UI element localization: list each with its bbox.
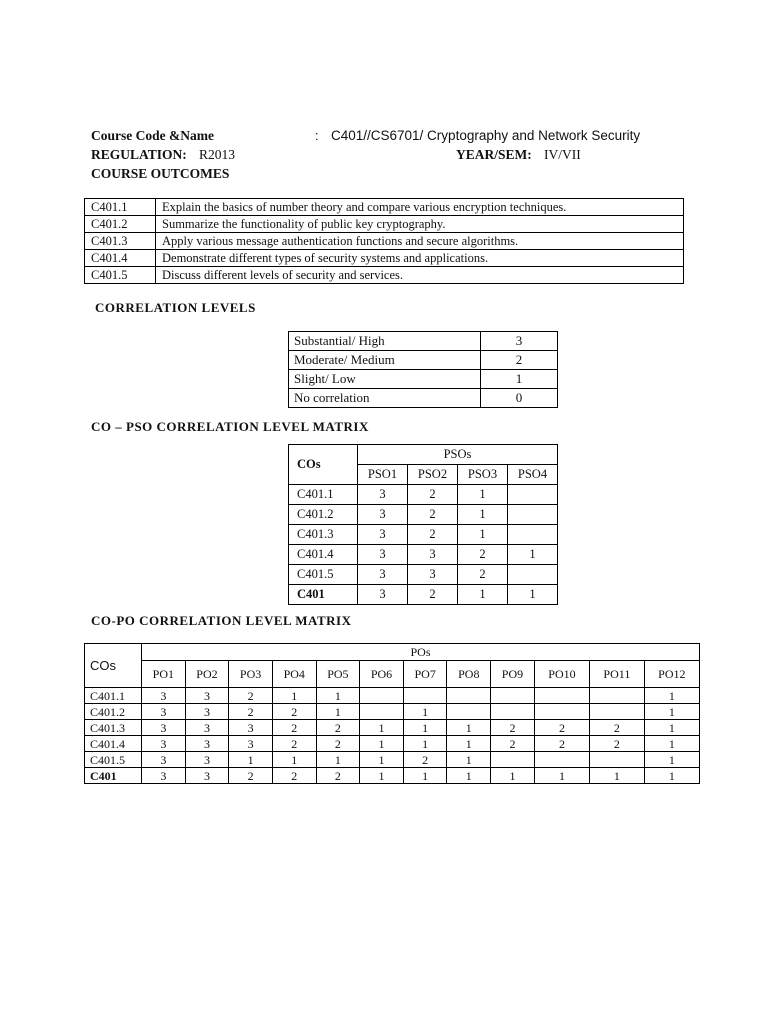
pso-column-header: PSO2	[408, 465, 458, 485]
po-value	[491, 704, 535, 720]
table-row	[289, 565, 558, 585]
regulation-value: R2013	[199, 147, 236, 162]
pso-value	[508, 505, 558, 525]
po-value: 1	[403, 704, 447, 720]
table-row	[85, 267, 684, 284]
po-value: 1	[403, 736, 447, 752]
po-value	[534, 752, 589, 768]
po-value: 1	[644, 720, 699, 736]
co-label: C401.4	[85, 736, 142, 752]
po-value: 3	[185, 704, 229, 720]
po-value	[447, 704, 491, 720]
co-label: C401	[289, 585, 358, 605]
pso-value: 2	[408, 505, 458, 525]
po-value: 1	[316, 688, 360, 704]
pso-value: 1	[458, 485, 508, 505]
level-value: 2	[481, 351, 558, 370]
pso-value: 2	[458, 545, 508, 565]
course-code-label: Course Code &Name	[91, 128, 214, 143]
table-row	[289, 545, 558, 565]
pso-value: 2	[408, 585, 458, 605]
po-value: 3	[229, 736, 273, 752]
po-value: 3	[142, 736, 186, 752]
pso-value	[508, 525, 558, 545]
level-value: 0	[481, 389, 558, 408]
po-value	[360, 704, 404, 720]
po-value: 2	[229, 688, 273, 704]
po-value: 1	[644, 768, 699, 784]
table-row	[85, 768, 700, 784]
po-value: 1	[403, 720, 447, 736]
year-sem-label: YEAR/SEM:	[456, 147, 532, 162]
pso-value: 3	[358, 525, 408, 545]
table-row	[289, 332, 558, 351]
pso-value: 1	[508, 585, 558, 605]
cos-header: COs	[85, 644, 142, 688]
po-column-header: PO6	[360, 661, 404, 688]
po-value: 2	[272, 768, 316, 784]
level-value: 3	[481, 332, 558, 351]
table-row	[289, 585, 558, 605]
po-value: 2	[272, 736, 316, 752]
table-row	[289, 505, 558, 525]
po-value: 2	[590, 720, 645, 736]
pso-value: 2	[408, 485, 458, 505]
po-value	[447, 688, 491, 704]
outcome-text: Demonstrate different types of security systems and applications.	[156, 250, 684, 267]
table-row	[289, 351, 558, 370]
po-value: 2	[229, 704, 273, 720]
co-label: C401.4	[289, 545, 358, 565]
po-value: 3	[185, 736, 229, 752]
po-value: 1	[316, 704, 360, 720]
co-label: C401.2	[85, 704, 142, 720]
co-label: C401.2	[289, 505, 358, 525]
table-row	[289, 389, 558, 408]
po-value: 2	[534, 720, 589, 736]
po-value: 1	[447, 736, 491, 752]
outcome-text: Summarize the functionality of public key cryptography.	[156, 216, 684, 233]
po-value: 1	[644, 736, 699, 752]
pso-value: 3	[358, 505, 408, 525]
pso-value: 1	[458, 525, 508, 545]
po-value: 1	[360, 752, 404, 768]
table-row	[289, 370, 558, 389]
po-value: 2	[229, 768, 273, 784]
course-name-value: C401//CS6701/ Cryptography and Network Security	[331, 128, 641, 143]
po-value: 1	[447, 720, 491, 736]
po-value: 2	[491, 720, 535, 736]
po-value: 3	[185, 720, 229, 736]
outcome-code: C401.1	[85, 199, 156, 216]
pso-column-header: PSO1	[358, 465, 408, 485]
po-value: 2	[403, 752, 447, 768]
outcome-code: C401.4	[85, 250, 156, 267]
po-value: 3	[229, 720, 273, 736]
outcome-code: C401.3	[85, 233, 156, 250]
po-column-header: PO8	[447, 661, 491, 688]
correlation-levels-heading: CORRELATION LEVELS	[95, 300, 256, 315]
table-row	[85, 720, 700, 736]
table-row	[85, 216, 684, 233]
pso-value: 3	[358, 545, 408, 565]
year-sem-value: IV/VII	[544, 147, 581, 162]
po-value: 2	[316, 768, 360, 784]
course-outcomes-table	[84, 198, 684, 284]
po-value: 2	[491, 736, 535, 752]
po-value: 1	[644, 752, 699, 768]
po-matrix-table	[84, 643, 700, 784]
pos-group-header: POs	[142, 644, 700, 661]
po-value	[534, 688, 589, 704]
po-value: 1	[272, 752, 316, 768]
po-value: 3	[185, 752, 229, 768]
po-value	[590, 752, 645, 768]
po-column-header: PO9	[491, 661, 535, 688]
regulation-label: REGULATION:	[91, 147, 187, 162]
outcome-text: Discuss different levels of security and services.	[156, 267, 684, 284]
level-value: 1	[481, 370, 558, 389]
po-column-header: PO1	[142, 661, 186, 688]
co-label: C401.1	[85, 688, 142, 704]
po-value	[403, 688, 447, 704]
po-value	[590, 704, 645, 720]
po-value: 2	[590, 736, 645, 752]
po-value: 1	[644, 688, 699, 704]
po-column-header: PO4	[272, 661, 316, 688]
po-value: 1	[590, 768, 645, 784]
pso-value: 3	[408, 545, 458, 565]
po-value: 3	[142, 704, 186, 720]
po-value: 1	[360, 736, 404, 752]
pso-value: 2	[408, 525, 458, 545]
po-value: 3	[185, 768, 229, 784]
co-label: C401.3	[289, 525, 358, 545]
po-value: 3	[185, 688, 229, 704]
pso-value: 3	[358, 585, 408, 605]
co-label: C401.3	[85, 720, 142, 736]
po-value: 1	[360, 768, 404, 784]
level-label: Slight/ Low	[289, 370, 481, 389]
po-column-header: PO11	[590, 661, 645, 688]
po-column-header: PO2	[185, 661, 229, 688]
pso-matrix-table	[288, 444, 558, 605]
co-label: C401.1	[289, 485, 358, 505]
table-row	[85, 704, 700, 720]
po-value: 2	[316, 720, 360, 736]
pso-value	[508, 485, 558, 505]
table-row	[289, 525, 558, 545]
po-value: 1	[403, 768, 447, 784]
po-value: 1	[644, 704, 699, 720]
po-value: 3	[142, 768, 186, 784]
pso-value: 3	[358, 485, 408, 505]
po-value: 1	[272, 688, 316, 704]
po-value: 2	[272, 704, 316, 720]
header-row	[85, 661, 700, 688]
po-matrix-heading: CO-PO CORRELATION LEVEL MATRIX	[91, 613, 352, 628]
table-row	[85, 199, 684, 216]
po-column-header: PO3	[229, 661, 273, 688]
table-row	[85, 752, 700, 768]
co-label: C401.5	[289, 565, 358, 585]
po-value: 1	[447, 752, 491, 768]
table-row	[85, 250, 684, 267]
cos-header: COs	[289, 445, 358, 485]
po-value: 2	[534, 736, 589, 752]
pso-value: 1	[458, 505, 508, 525]
po-value: 1	[316, 752, 360, 768]
correlation-levels-table	[288, 331, 558, 408]
po-value: 1	[491, 768, 535, 784]
psos-group-header: PSOs	[358, 445, 558, 465]
po-value	[534, 704, 589, 720]
outcome-text: Explain the basics of number theory and compare various encryption techniques.	[156, 199, 684, 216]
pso-column-header: PSO3	[458, 465, 508, 485]
outcome-code: C401.5	[85, 267, 156, 284]
po-value	[360, 688, 404, 704]
pso-matrix-heading: CO – PSO CORRELATION LEVEL MATRIX	[91, 419, 369, 434]
po-value: 3	[142, 688, 186, 704]
pso-value	[508, 565, 558, 585]
table-row	[85, 688, 700, 704]
po-column-header: PO12	[644, 661, 699, 688]
po-value: 2	[316, 736, 360, 752]
po-value	[590, 688, 645, 704]
po-value: 1	[229, 752, 273, 768]
pso-value: 3	[358, 565, 408, 585]
co-label: C401.5	[85, 752, 142, 768]
po-value: 1	[447, 768, 491, 784]
outcome-text: Apply various message authentication functions and secure algorithms.	[156, 233, 684, 250]
po-value: 1	[534, 768, 589, 784]
header-row	[289, 445, 558, 465]
outcome-code: C401.2	[85, 216, 156, 233]
co-label: C401	[85, 768, 142, 784]
po-value: 2	[272, 720, 316, 736]
po-value: 3	[142, 752, 186, 768]
po-column-header: PO10	[534, 661, 589, 688]
table-row	[85, 233, 684, 250]
pso-value: 3	[408, 565, 458, 585]
table-row	[289, 485, 558, 505]
po-column-header: PO5	[316, 661, 360, 688]
po-value: 1	[360, 720, 404, 736]
po-value: 3	[142, 720, 186, 736]
pso-value: 2	[458, 565, 508, 585]
po-value	[491, 688, 535, 704]
level-label: No correlation	[289, 389, 481, 408]
pso-value: 1	[458, 585, 508, 605]
pso-value: 1	[508, 545, 558, 565]
pso-column-header: PSO4	[508, 465, 558, 485]
course-outcomes-heading: COURSE OUTCOMES	[91, 166, 230, 181]
po-column-header: PO7	[403, 661, 447, 688]
course-separator: :	[315, 128, 319, 143]
po-value	[491, 752, 535, 768]
level-label: Substantial/ High	[289, 332, 481, 351]
table-row	[85, 736, 700, 752]
level-label: Moderate/ Medium	[289, 351, 481, 370]
header-row	[85, 644, 700, 661]
